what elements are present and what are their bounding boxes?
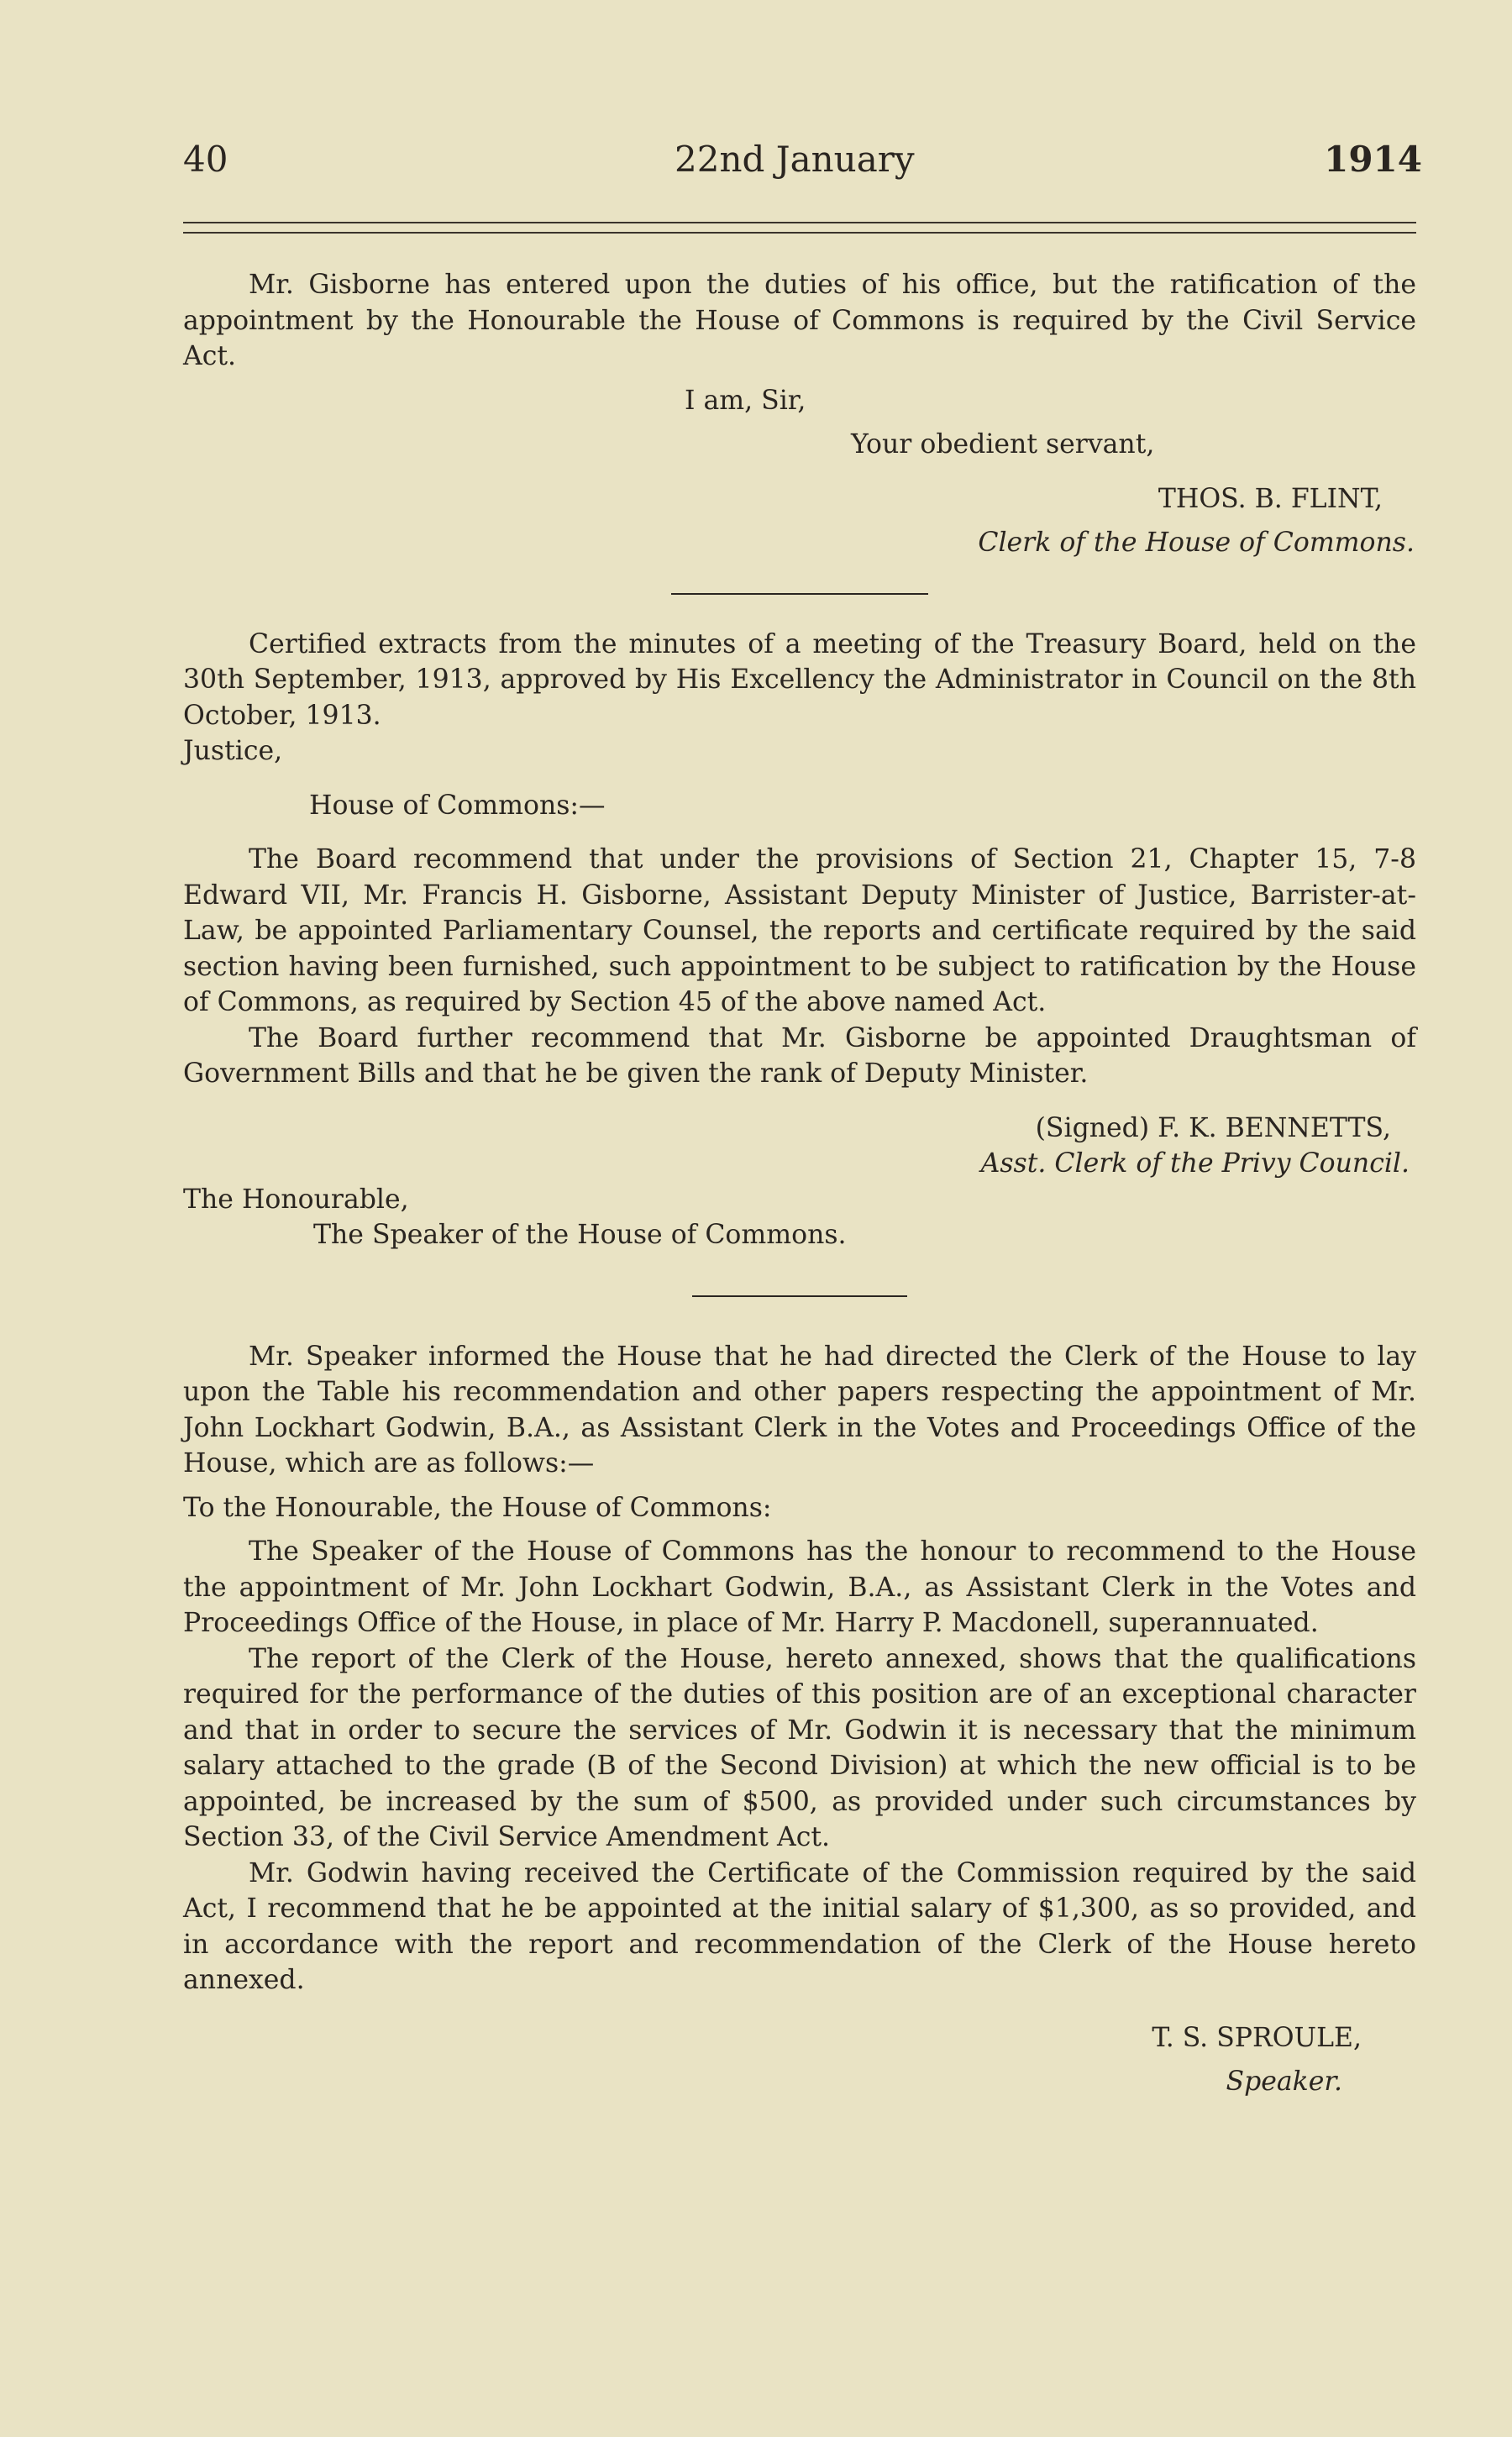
signed-line: (Signed) F. K. BENNETTS, xyxy=(1035,1112,1391,1143)
board-further-recommendation-paragraph: The Board further recommend that Mr. Gisborne be appointed Draughtsman of Government Bills and that he be given the rank of Deputy Minister. xyxy=(183,1022,1416,1089)
header-rule-top xyxy=(183,222,1416,223)
justice-line: Justice, xyxy=(183,736,283,766)
signed-title: Asst. Clerk of the Privy Council. xyxy=(980,1148,1410,1179)
gisborne-office-paragraph: Mr. Gisborne has entered upon the duties of his office, but the ratification of the appointment by the Honourable the House of Commons is required by the Civil Service Act. xyxy=(183,270,1416,371)
page-number: 40 xyxy=(183,139,228,180)
salutation: I am, Sir, xyxy=(685,385,806,416)
header-year: 1914 xyxy=(1324,139,1422,180)
addressee-line-1: The Honourable, xyxy=(183,1184,409,1215)
clerk-report-paragraph: The report of the Clerk of the House, hereto annexed, shows that the qualifications required for the performance of the duties of this position are of an exceptional character and that in order to secure the services of Mr. Godwin it is necessary that the minimum salary attached to the grade (B of the Second Division) at which the new official is to be appointed, be increased by the sum of $500, as provided under such circumstances by Section 33, of the Civil Service Amendment Act. xyxy=(183,1643,1416,1852)
valediction: Your obedient servant, xyxy=(851,429,1155,460)
header-rule-bottom xyxy=(183,232,1416,234)
page-header xyxy=(183,134,1422,185)
header-date: 22nd January xyxy=(675,139,915,180)
board-recommendation-paragraph: The Board recommend that under the provisions of Section 21, Chapter 15, 7-8 Edward VII, Mr. Francis H. Gisborne, Assistant Deputy Minister of Justice, Barrister-at-Law, be appointed Parliamentary Counsel, the reports and certificate required by the said section having been furnished, such appointment to be subject to ratification by the House of Commons, as required by Section 45 of the above named Act. xyxy=(183,844,1416,1017)
signer-title: Clerk of the House of Commons. xyxy=(978,528,1415,558)
godwin-certificate-paragraph: Mr. Godwin having received the Certificate of the Commission required by the said Act, I recommend that he be appointed at the initial salary of $1,300, as so provided, and in accordance with the report and recommendation of the Clerk of the House hereto annexed. xyxy=(183,1857,1416,1995)
speaker-recommendation-paragraph: The Speaker of the House of Commons has the honour to recommend to the House the appointment of Mr. John Lockhart Godwin, B.A., as Assistant Clerk in the Votes and Proceedings Office of the House, in place of Mr. Harry P. Macdonell, superannuated. xyxy=(183,1536,1416,1638)
document-body xyxy=(183,267,1416,2100)
addressee-line-2: The Speaker of the House of Commons. xyxy=(313,1220,847,1250)
speaker-informed-paragraph: Mr. Speaker informed the House that he had directed the Clerk of the House to lay upon the Table his recommendation and other papers respecting the appointment of Mr. John Lockhart Godwin, B.A., as Assistant Clerk in the Votes and Proceedings Office of the House, which are as follows:— xyxy=(183,1341,1416,1478)
signer-name: THOS. B. FLINT, xyxy=(1158,483,1383,514)
house-of-commons-heading: House of Commons:— xyxy=(309,790,606,821)
treasury-board-extract-paragraph: Certified extracts from the minutes of a meeting of the Treasury Board, held on the 30th September, 1913, approved by His Excellency the Administrator in Council on the 8th October, 1913. xyxy=(183,628,1416,731)
to-the-honourable-line: To the Honourable, the House of Commons: xyxy=(183,1492,772,1523)
speaker-signer-name: T. S. SPROULE, xyxy=(1152,2022,1362,2053)
speaker-signer-title: Speaker. xyxy=(1226,2067,1342,2097)
